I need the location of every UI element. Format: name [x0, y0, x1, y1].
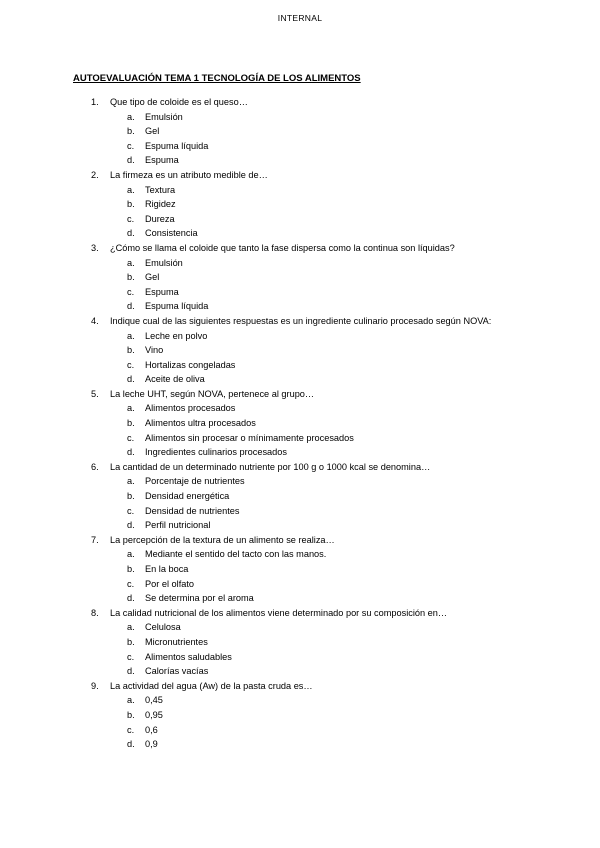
option-text: Densidad energética [145, 491, 230, 502]
question-6 [0, 460, 600, 475]
option-text: 0,6 [145, 724, 158, 735]
option [0, 650, 600, 665]
option [0, 591, 600, 606]
option-text: Alimentos ultra procesados [145, 418, 256, 429]
option-letter: c. [127, 578, 135, 589]
option [0, 256, 600, 271]
option-text: 0,9 [145, 739, 158, 750]
question-text: La calidad nutricional de los alimentos viene determinado por su composición en… [110, 607, 448, 618]
option [0, 270, 600, 285]
option [0, 212, 600, 227]
option-text: 0,45 [145, 695, 163, 706]
question-text: ¿Cómo se llama el coloide que tanto la fase dispersa como la continua son líquidas? [110, 242, 455, 253]
question-text: La percepción de la textura de un alimento se realiza… [110, 534, 335, 545]
question-number: 3. [91, 242, 99, 253]
option-letter: c. [127, 359, 135, 370]
option-text: Mediante el sentido del tacto con las manos. [145, 549, 327, 560]
option-text: Alimentos saludables [145, 651, 232, 662]
option [0, 504, 600, 519]
option-letter: b. [127, 345, 135, 356]
option [0, 197, 600, 212]
option [0, 693, 600, 708]
option-text: Espuma líquida [145, 140, 209, 151]
option [0, 329, 600, 344]
option [0, 226, 600, 241]
option [0, 372, 600, 387]
option-letter: d. [127, 520, 135, 531]
option-text: Perfil nutricional [145, 520, 211, 531]
option-letter: b. [127, 418, 135, 429]
option-letter: a. [127, 403, 135, 414]
option-text: En la boca [145, 564, 189, 574]
option-letter: a. [127, 257, 135, 268]
option-text: Emulsión [145, 257, 183, 268]
option-text: Rigidez [145, 199, 176, 210]
option-letter: d. [127, 447, 135, 458]
option [0, 547, 600, 562]
option-text: Alimentos procesados [145, 403, 236, 414]
option [0, 124, 600, 139]
option-letter: c. [127, 432, 135, 443]
option [0, 518, 600, 533]
question-5 [0, 387, 600, 402]
option-text: Consistencia [145, 228, 198, 239]
option [0, 358, 600, 373]
option-letter: c. [127, 140, 135, 151]
option-letter: c. [127, 286, 135, 297]
classification-label: INTERNAL [277, 13, 323, 23]
option [0, 723, 600, 738]
option [0, 445, 600, 460]
option-letter: d. [127, 228, 135, 239]
document-title: AUTOEVALUACIÓN TEMA 1 TECNOLOGÍA DE LOS ALIMENTOS [73, 73, 361, 84]
option-text: Emulsión [145, 111, 183, 122]
option-letter: c. [127, 724, 135, 735]
question-4 [0, 314, 600, 329]
question-number: 8. [91, 607, 99, 618]
option-letter: a. [127, 695, 135, 706]
option-text: Espuma [145, 286, 179, 297]
option-letter: a. [127, 330, 135, 341]
option-text: Porcentaje de nutrientes [145, 476, 245, 487]
option-letter: d. [127, 155, 135, 166]
option-text: Espuma [145, 155, 179, 166]
option-letter: c. [127, 505, 135, 516]
option-letter: a. [127, 111, 135, 122]
option-text: Densidad de nutrientes [145, 505, 240, 516]
question-text: La actividad del agua (Aw) de la pasta cruda es… [110, 680, 313, 691]
option-text: Por el olfato [145, 578, 195, 589]
question-number: 2. [91, 169, 99, 180]
option-text: Celulosa [145, 622, 181, 633]
option-letter: b. [127, 126, 135, 137]
question-number: 5. [91, 388, 99, 399]
option-text: Aceite de oliva [145, 374, 205, 385]
option-letter: b. [127, 564, 135, 574]
option-letter: c. [127, 651, 135, 662]
question-1 [0, 95, 600, 110]
option-letter: b. [127, 491, 135, 502]
option [0, 489, 600, 504]
option [0, 183, 600, 198]
option-text: Se determina por el aroma [145, 593, 254, 604]
option-text: Leche en polvo [145, 330, 208, 341]
option [0, 737, 600, 752]
question-text: La leche UHT, según NOVA, pertenece al grupo… [110, 388, 315, 399]
question-8 [0, 606, 600, 621]
option-letter: b. [127, 636, 135, 647]
question-text: Que tipo de coloide es el queso… [110, 97, 248, 107]
option-letter: b. [127, 199, 135, 210]
option [0, 416, 600, 431]
option-text: Espuma líquida [145, 301, 209, 312]
option-text: Vino [145, 345, 164, 356]
option [0, 110, 600, 125]
option-text: Calorías vacías [145, 666, 209, 677]
question-2 [0, 168, 600, 183]
option-letter: a. [127, 476, 135, 487]
option-letter: d. [127, 301, 135, 312]
question-list [0, 95, 600, 752]
question-number: 1. [91, 97, 99, 107]
option-text: Gel [145, 272, 160, 283]
option-text: Ingredientes culinarios procesados [145, 447, 287, 458]
option-letter: d. [127, 739, 135, 750]
option [0, 343, 600, 358]
option [0, 708, 600, 723]
option-text: Micronutrientes [145, 636, 208, 647]
option-letter: b. [127, 272, 135, 283]
option [0, 664, 600, 679]
question-text: Indique cual de las siguientes respuestas es un ingrediente culinario procesado según NOVA: [110, 315, 492, 326]
option-letter: a. [127, 622, 135, 633]
option-text: Hortalizas congeladas [145, 359, 236, 370]
question-number: 6. [91, 461, 99, 472]
option [0, 431, 600, 446]
option-text: 0,95 [145, 709, 163, 720]
option [0, 299, 600, 314]
option [0, 577, 600, 592]
option [0, 153, 600, 168]
option [0, 139, 600, 154]
option [0, 285, 600, 300]
option [0, 635, 600, 650]
question-7 [0, 533, 600, 548]
question-text: La cantidad de un determinado nutriente por 100 g o 1000 kcal se denomina… [110, 461, 431, 472]
question-number: 7. [91, 534, 99, 545]
option-text: Textura [145, 184, 176, 195]
question-3 [0, 241, 600, 256]
option [0, 401, 600, 416]
option-letter: b. [127, 709, 135, 720]
option-letter: d. [127, 593, 135, 604]
option-letter: d. [127, 666, 135, 677]
option [0, 562, 600, 577]
option-letter: a. [127, 549, 135, 560]
option [0, 620, 600, 635]
option-text: Gel [145, 126, 160, 137]
question-number: 4. [91, 315, 99, 326]
option-text: Alimentos sin procesar o mínimamente procesados [145, 432, 354, 443]
question-text: La firmeza es un atributo medible de… [110, 169, 268, 180]
question-number: 9. [91, 680, 99, 691]
option-letter: d. [127, 374, 135, 385]
option-letter: c. [127, 213, 135, 224]
option-text: Dureza [145, 213, 175, 224]
question-9 [0, 679, 600, 694]
option-letter: a. [127, 184, 135, 195]
option [0, 474, 600, 489]
